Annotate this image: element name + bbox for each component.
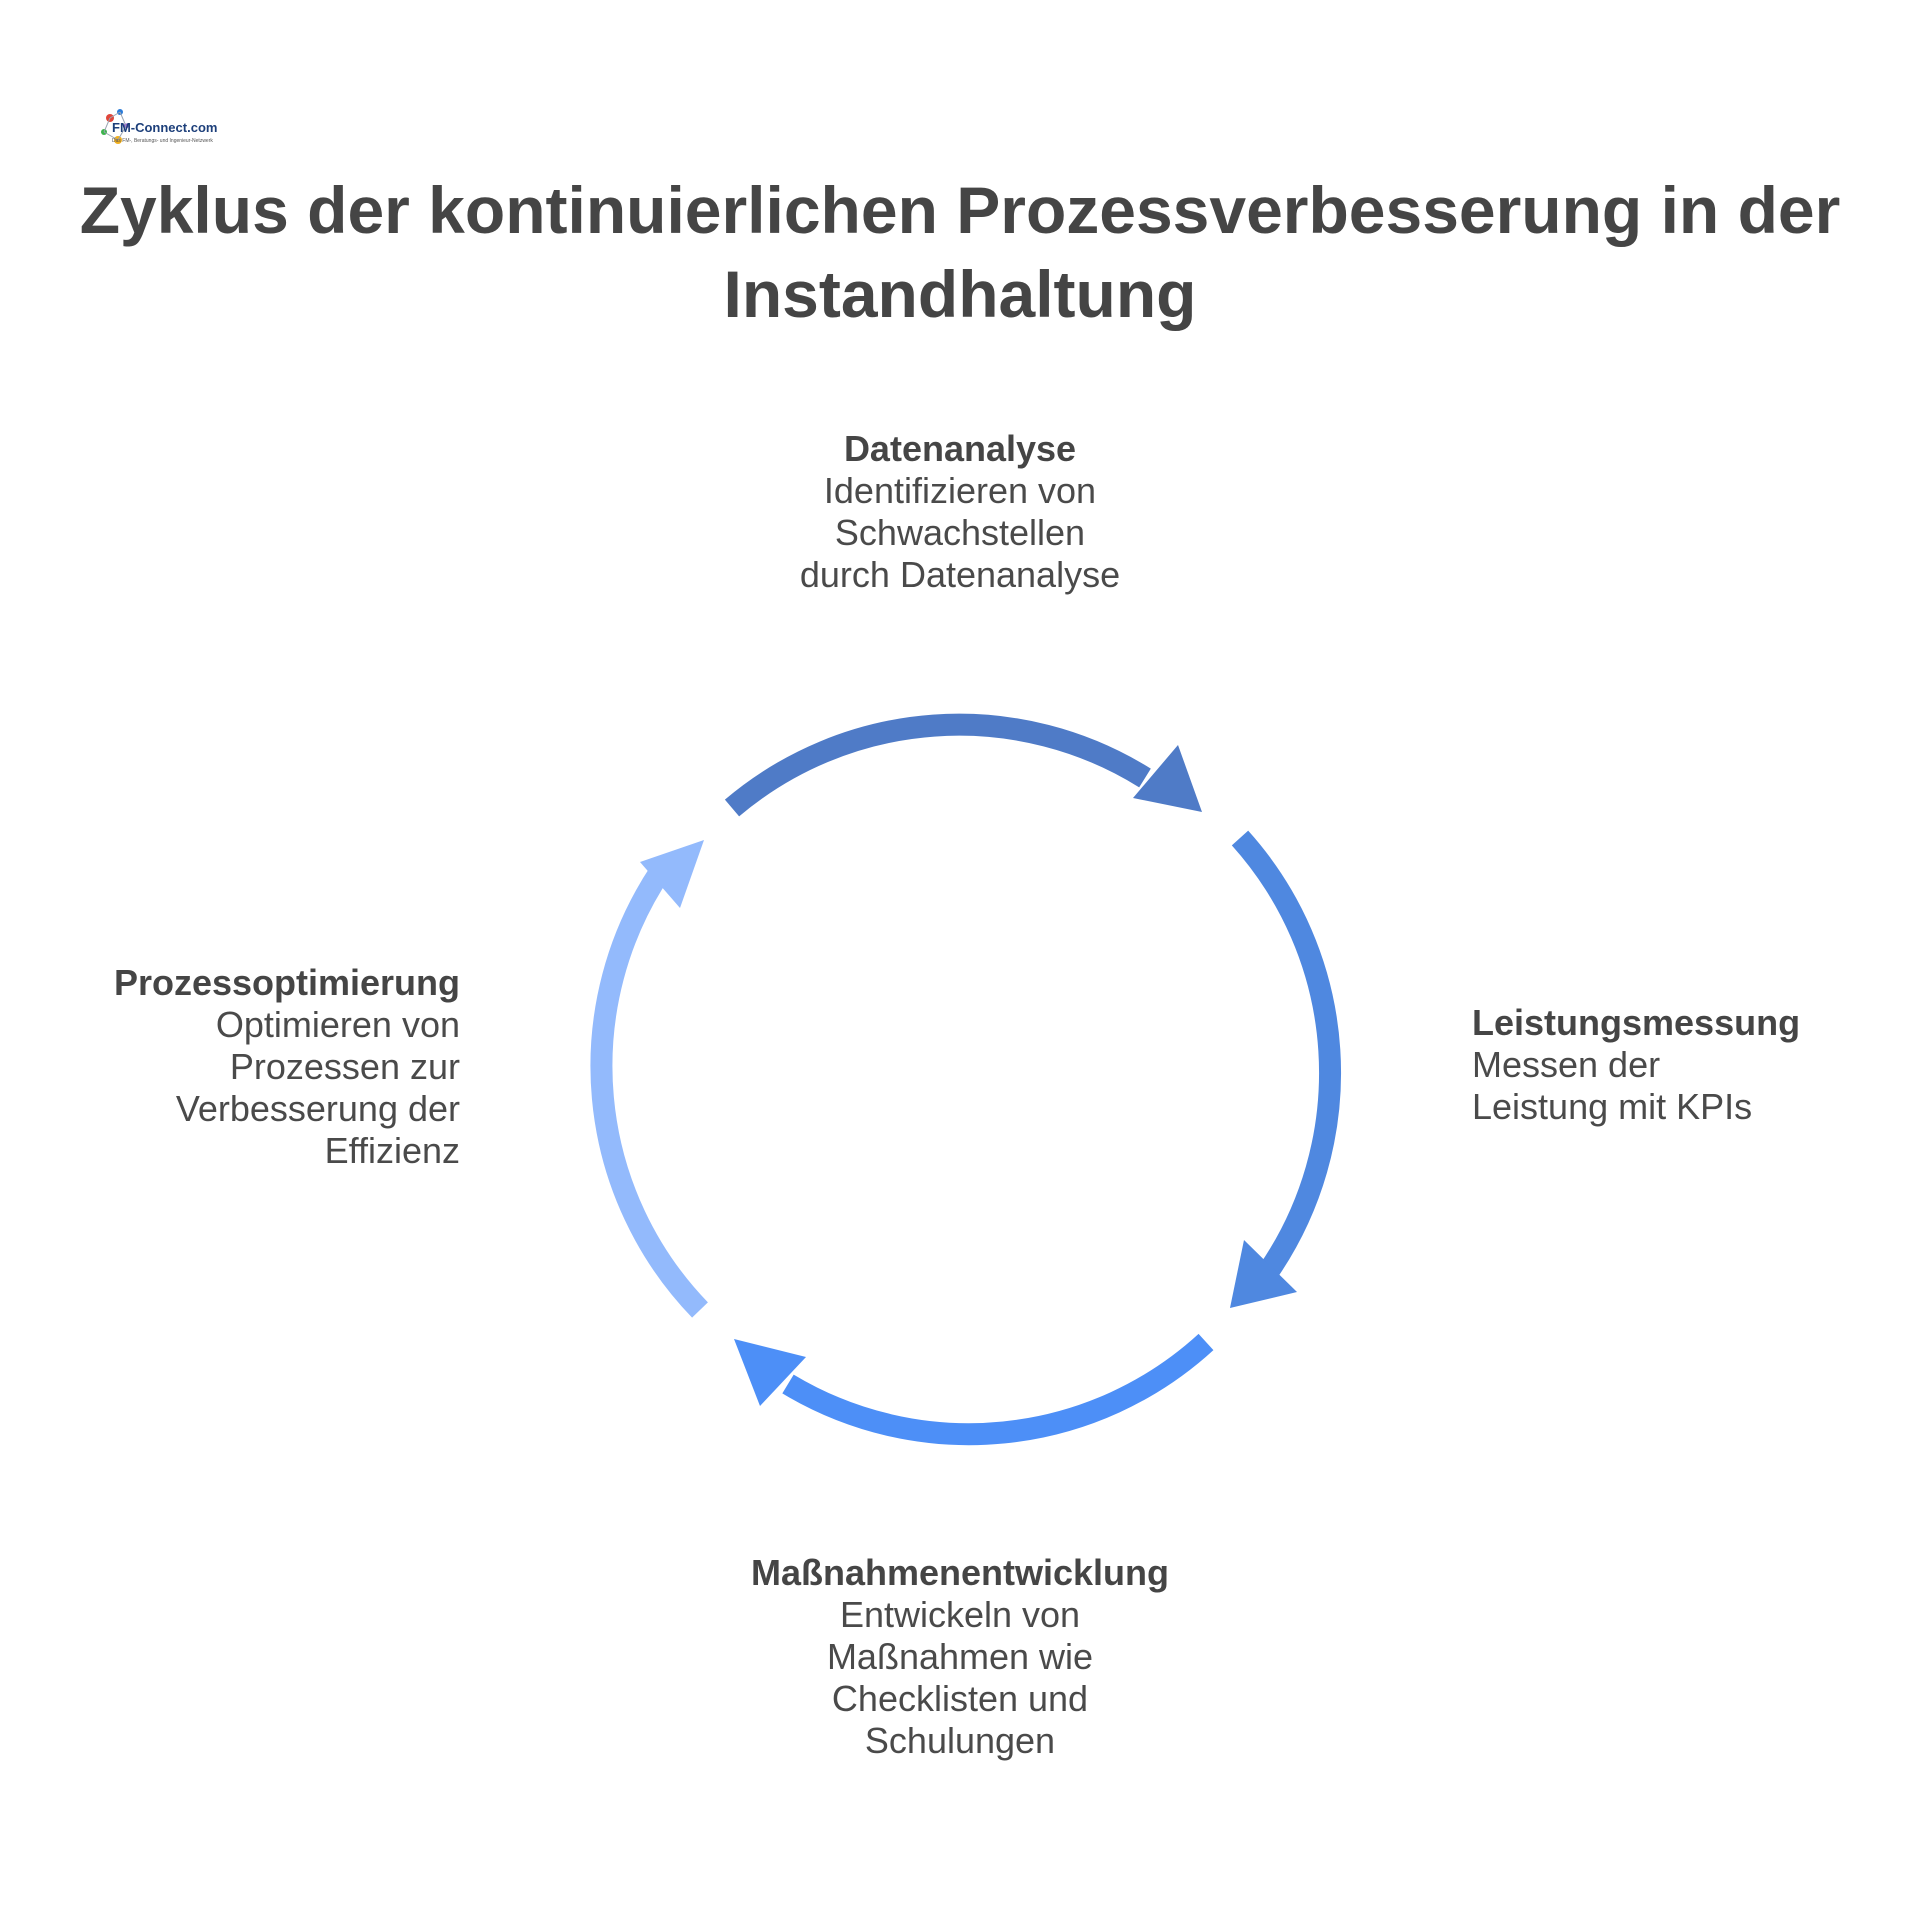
page-title-line-1: Zyklus der kontinuierlichen Prozessverbesserung in der: [79, 173, 1841, 247]
stage-description-line: Entwickeln von: [839, 1594, 1081, 1635]
stage-description-line: Schwachstellen: [834, 512, 1086, 553]
logo-text: FM-Connect.com: [112, 120, 218, 135]
stage-description: [720, 470, 1200, 596]
stage-description: [1472, 1044, 1872, 1128]
stage-leistungsmessung: [1472, 1002, 1872, 1128]
stage-description-line: Checklisten und: [831, 1678, 1089, 1719]
stage-description-line: durch Datenanalyse: [799, 554, 1121, 595]
stage-description-line: Schulungen: [864, 1720, 1056, 1761]
logo-subtext: Das FM-, Beratungs- und Ingenieur-Netzwerk: [112, 138, 213, 144]
stage-description-line: Identifizieren von: [823, 470, 1097, 511]
arc-arrow-right: [1240, 838, 1330, 1272]
stage-title: Leistungsmessung: [1472, 1002, 1801, 1043]
stage-title: Datenanalyse: [843, 428, 1077, 469]
stage-title: Prozessoptimierung: [113, 962, 460, 1003]
arc-arrow-left: [601, 872, 700, 1310]
stage-description-line: Maßnahmen wie: [826, 1636, 1094, 1677]
stage-description-line: Prozessen zur: [229, 1046, 460, 1087]
stage-description-line: Verbesserung der: [175, 1088, 460, 1129]
arc-arrow-bottom: [788, 1342, 1206, 1434]
stage-title: Maßnahmenentwicklung: [750, 1552, 1170, 1593]
stage-description: [50, 1004, 460, 1172]
page-title-line-2: Instandhaltung: [723, 257, 1197, 331]
stage-description-line: Messen der: [1472, 1044, 1661, 1085]
stage-description: [690, 1594, 1230, 1762]
stage-description-line: Optimieren von: [215, 1004, 460, 1045]
stage-datenanalyse: [720, 428, 1200, 596]
arc-arrow-top: [732, 725, 1145, 808]
stage-prozessoptimierung: [50, 962, 460, 1172]
stage-description-line: Effizienz: [324, 1130, 460, 1171]
stage-massnahmenentwicklung: [690, 1552, 1230, 1762]
stage-description-line: Leistung mit KPIs: [1472, 1086, 1753, 1127]
